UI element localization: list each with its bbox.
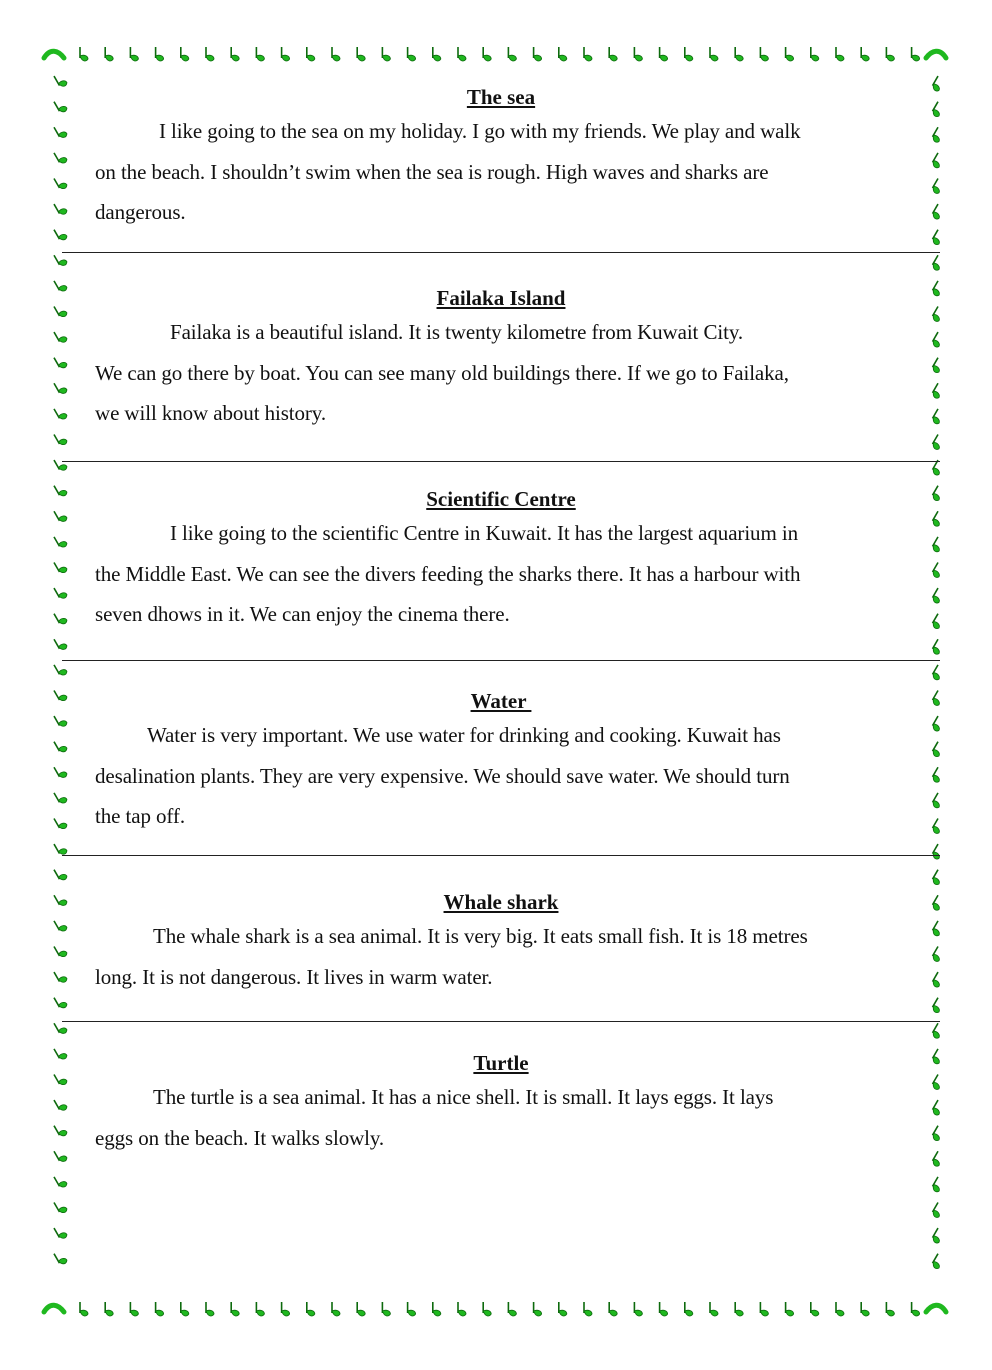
leaf-icon [609, 1302, 617, 1316]
leaf-icon [685, 1302, 693, 1316]
leaf-icon [54, 661, 68, 677]
leaf-icon [559, 1302, 567, 1316]
leaf-icon [660, 1302, 668, 1316]
leaf-icon [156, 1302, 164, 1316]
section-divider [62, 252, 940, 253]
leaf-icon [534, 1302, 542, 1316]
leaf-icon [584, 47, 592, 61]
leaf-icon [760, 47, 768, 61]
leaf-icon [231, 1302, 239, 1316]
paragraph-line: the Middle East. We can see the divers feeding the sharks there. It has a harbour with [95, 561, 801, 586]
leaf-icon [886, 1302, 894, 1316]
leaf-icon [357, 1302, 365, 1316]
section-the-sea [62, 84, 940, 233]
leaf-icon [458, 1302, 466, 1316]
leaf-icon [231, 47, 239, 61]
paragraph-line: I like going to the sea on my holiday. I go with my friends. We play and walk [159, 119, 801, 143]
leaf-icon [256, 1302, 264, 1316]
section-title: Whale shark [443, 890, 559, 914]
leaf-icon [931, 639, 945, 655]
leaf-icon [181, 47, 189, 61]
paragraph-line: on the beach. I shouldn’t swim when the sea is rough. High waves and sharks are [95, 159, 769, 184]
paragraph-line: Water is very important. We use water for drinking and cooking. Kuwait has [147, 723, 781, 747]
paragraph-line: desalination plants. They are very expensive. We should save water. We should turn [95, 763, 790, 788]
leaf-icon [609, 47, 617, 61]
leaf-icon [786, 1302, 794, 1316]
leaf-icon [836, 1302, 844, 1316]
leaf-icon [912, 1302, 920, 1316]
leaf-icon [105, 47, 113, 61]
leaf-icon [433, 47, 441, 61]
leaf-icon [54, 866, 68, 882]
leaf-icon [508, 47, 516, 61]
leaf-icon [931, 665, 945, 681]
leaf-icon [181, 1302, 189, 1316]
leaf-icon [105, 1302, 113, 1316]
leaf-icon [735, 47, 743, 61]
leaf-icon [408, 1302, 416, 1316]
leaf-icon [660, 47, 668, 61]
leaf-icon [483, 47, 491, 61]
leaf-icon [735, 1302, 743, 1316]
leaf-icon [332, 47, 340, 61]
section-divider [62, 461, 940, 462]
leaf-icon [886, 47, 894, 61]
leaf-icon [206, 47, 214, 61]
leaf-icon [54, 251, 68, 267]
leaf-icon [156, 47, 164, 61]
section-failaka-island [62, 285, 940, 434]
leaf-icon [710, 1302, 718, 1316]
leaf-icon [80, 1302, 88, 1316]
section-divider [62, 855, 940, 856]
section-divider [62, 660, 940, 661]
leaf-icon [534, 47, 542, 61]
vine-curl-icon [926, 1305, 946, 1312]
leaf-icon [307, 47, 315, 61]
paragraph-line: eggs on the beach. It walks slowly. [95, 1125, 385, 1150]
paragraph-line: Failaka is a beautiful island. It is twenty kilometre from Kuwait City. [170, 320, 744, 344]
paragraph-line: seven dhows in it. We can enjoy the cinema there. [95, 602, 510, 626]
paragraph-line: we will know about history. [95, 401, 326, 425]
leaf-icon [382, 1302, 390, 1316]
section-title: Turtle [473, 1051, 529, 1075]
leaf-icon [458, 47, 466, 61]
leaf-icon [811, 1302, 819, 1316]
leaf-icon [357, 47, 365, 61]
leaf-icon [54, 456, 68, 472]
paragraph-line: the tap off. [95, 804, 185, 828]
leaf-icon [54, 1250, 68, 1266]
leaf-icon [54, 635, 68, 651]
section-title: The sea [466, 85, 536, 109]
section-divider [62, 1021, 940, 1022]
section-title: Water [470, 689, 532, 713]
leaf-icon [931, 998, 945, 1014]
leaf-icon [559, 47, 567, 61]
paragraph-line: I like going to the scientific Centre in Kuwait. It has the largest aquarium in [170, 521, 798, 545]
leaf-icon [931, 460, 945, 476]
leaf-icon [307, 1302, 315, 1316]
section-title: Failaka Island [436, 286, 566, 310]
leaf-icon [931, 255, 945, 271]
leaf-icon [760, 1302, 768, 1316]
leaf-icon [912, 47, 920, 61]
vine-curl-icon [44, 51, 64, 58]
leaf-icon [931, 1254, 945, 1270]
leaf-icon [931, 434, 945, 450]
paragraph-line: dangerous. [95, 200, 186, 224]
leaf-icon [130, 47, 138, 61]
leaf-icon [861, 47, 869, 61]
leaf-icon [508, 1302, 516, 1316]
leaf-icon [433, 1302, 441, 1316]
vine-curl-icon [44, 1305, 64, 1312]
leaf-icon [685, 47, 693, 61]
leaf-icon [130, 1302, 138, 1316]
leaf-icon [282, 47, 290, 61]
leaf-icon [332, 1302, 340, 1316]
section-scientific-centre [62, 486, 940, 635]
section-water [62, 688, 940, 837]
leaf-icon [931, 1177, 945, 1193]
leaf-icon [786, 47, 794, 61]
paragraph-line: The turtle is a sea animal. It has a nice shell. It is small. It lays eggs. It lays [153, 1085, 774, 1109]
leaf-icon [408, 47, 416, 61]
leaf-icon [54, 1173, 68, 1189]
leaf-icon [382, 47, 390, 61]
leaf-icon [931, 844, 945, 860]
vine-curl-icon [926, 51, 946, 58]
leaf-icon [483, 1302, 491, 1316]
leaf-icon [80, 47, 88, 61]
leaf-icon [256, 47, 264, 61]
leaf-icon [206, 1302, 214, 1316]
leaf-icon [584, 1302, 592, 1316]
leaf-icon [931, 1023, 945, 1039]
leaf-icon [282, 1302, 290, 1316]
leaf-icon [931, 1228, 945, 1244]
paragraph-line: We can go there by boat. You can see many old buildings there. If we go to Failaka, [95, 360, 789, 385]
paragraph-line: long. It is not dangerous. It lives in warm water. [95, 964, 493, 989]
leaf-icon [634, 1302, 642, 1316]
section-whale-shark [62, 889, 940, 997]
leaf-icon [836, 47, 844, 61]
leaf-icon [931, 870, 945, 886]
section-title: Scientific Centre [426, 487, 576, 511]
leaf-icon [634, 47, 642, 61]
paragraph-line: The whale shark is a sea animal. It is very big. It eats small fish. It is 18 metres [153, 924, 808, 948]
leaf-icon [54, 840, 68, 856]
leaf-icon [861, 1302, 869, 1316]
leaf-icon [54, 1224, 68, 1240]
section-turtle [62, 1050, 940, 1158]
leaf-icon [710, 47, 718, 61]
leaf-icon [811, 47, 819, 61]
leaf-icon [54, 1198, 68, 1214]
leaf-icon [931, 1202, 945, 1218]
